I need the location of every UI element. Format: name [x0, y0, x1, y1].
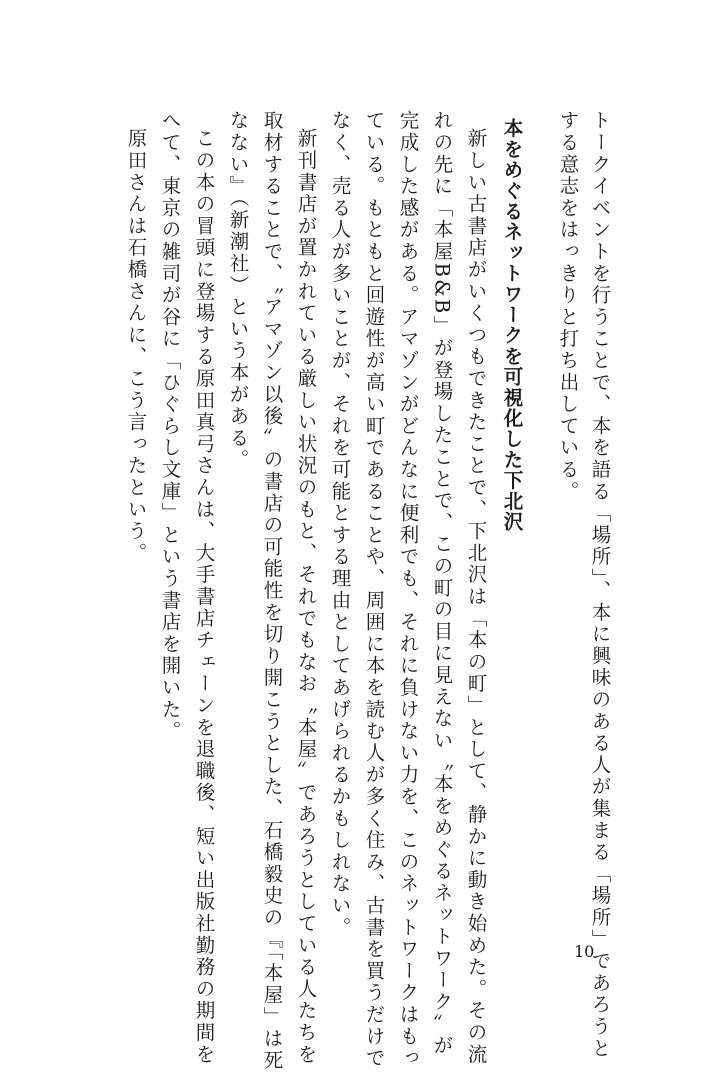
text-line-11: この本の冒頭に登場する原田真弓さんは、大手書店チェーンを退職後、短い出版社勤務の期間を — [192, 128, 216, 1066]
text-line-5: 完成した感がある。アマゾンがどんなに便利でも、それに負けない力を、このネットワークはもっ — [396, 110, 420, 1070]
text-line-3: 新しい古書店がいくつもできたことで、下北沢は「本の町」として、静かに動き始めた。その流 — [464, 128, 488, 1066]
section-heading: 本をめぐるネットワークを可視化した下北沢 — [500, 118, 524, 532]
text-line-10: なない』（新潮社）という本がある。 — [226, 110, 250, 471]
page-number: 10 — [574, 942, 595, 961]
text-line-8: 新刊書店が置かれている厳しい状況のもと、それでもなお〝本屋〟であろうとしている人たちを — [294, 128, 318, 1066]
text-line-12: へて、東京の雑司が谷に「ひぐらし文庫」という書店を開いた。 — [158, 110, 182, 743]
text-line-7: なく、売る人が多いことが、それを可能とする理由としてあげられるかもしれない。 — [328, 110, 352, 939]
text-line-13: 原田さんは石橋さんに、こう言ったという。 — [124, 128, 148, 564]
text-line-6: ている。もともと回遊性が高い町であることや、周囲に本を読む人が多く住み、古書を買うだけで — [362, 110, 386, 1070]
text-line-1: トークイベントを行うことで、本を語る「場所」、本に興味のある人が集まる「場所」であろうと — [588, 110, 612, 1060]
text-line-9: 取材することで、〝アマゾン以後〟の書店の可能性を切り開こうとした、石橋毅史の『「本屋」は死 — [260, 110, 284, 1072]
text-line-2: する意志をはっきりと打ち出している。 — [556, 110, 580, 503]
text-line-4: れの先に「本屋B&B」が登場したことで、この町の目に見えない〝本をめぐるネットワーク〟が — [430, 110, 454, 1057]
